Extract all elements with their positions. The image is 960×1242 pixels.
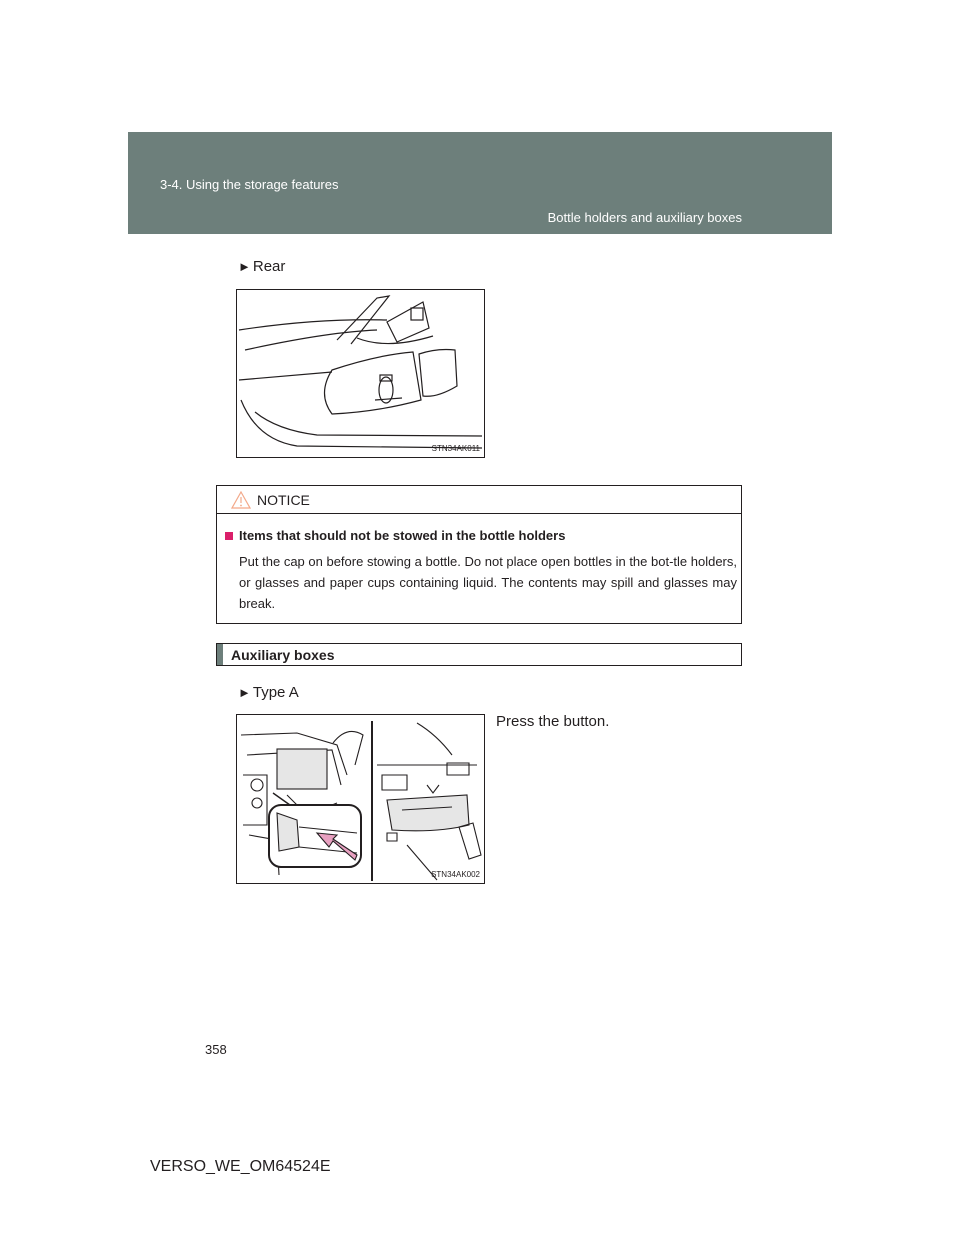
notice-title-bar bbox=[217, 486, 741, 514]
rear-heading bbox=[238, 258, 285, 275]
pointer-triangle-icon: ► bbox=[238, 259, 251, 274]
type-a-label: Type A bbox=[252, 684, 299, 701]
warning-triangle-icon bbox=[231, 491, 251, 509]
press-button-caption: Press the button. bbox=[496, 713, 610, 730]
rear-figure-code: STN34AK011 bbox=[431, 444, 480, 453]
section-marker bbox=[217, 644, 223, 665]
page-subtitle: Bottle holders and auxiliary boxes bbox=[547, 210, 742, 225]
page-number: 358 bbox=[205, 1042, 227, 1057]
type-a-heading bbox=[238, 684, 299, 701]
auxiliary-box-figure bbox=[236, 714, 485, 884]
notice-box bbox=[216, 485, 742, 624]
rear-label: Rear bbox=[252, 258, 286, 275]
notice-title: NOTICE bbox=[257, 492, 310, 508]
aux-figure-code: STN34AK002 bbox=[431, 870, 480, 879]
auxiliary-boxes-section-bar bbox=[216, 643, 742, 666]
auxiliary-boxes-heading: Auxiliary boxes bbox=[231, 647, 335, 663]
rear-door-illustration bbox=[237, 290, 485, 458]
rear-bottle-holder-figure bbox=[236, 289, 485, 458]
section-title: 3-4. Using the storage features bbox=[160, 177, 339, 192]
notice-item-heading-text: Items that should not be stowed in the bottle holders bbox=[239, 528, 566, 543]
footer-document-code: VERSO_WE_OM64524E bbox=[150, 1158, 331, 1175]
notice-body: Put the cap on before stowing a bottle. Do not place open bottles in the bot-tle holders, or glasses and paper cups containing liquid. The contents may spill and glasses may break. bbox=[239, 554, 737, 611]
page-header bbox=[128, 132, 832, 234]
notice-item-heading bbox=[225, 528, 565, 543]
glove-box-illustration bbox=[237, 715, 485, 884]
pointer-triangle-icon: ► bbox=[238, 685, 251, 700]
square-bullet-icon bbox=[225, 532, 233, 540]
